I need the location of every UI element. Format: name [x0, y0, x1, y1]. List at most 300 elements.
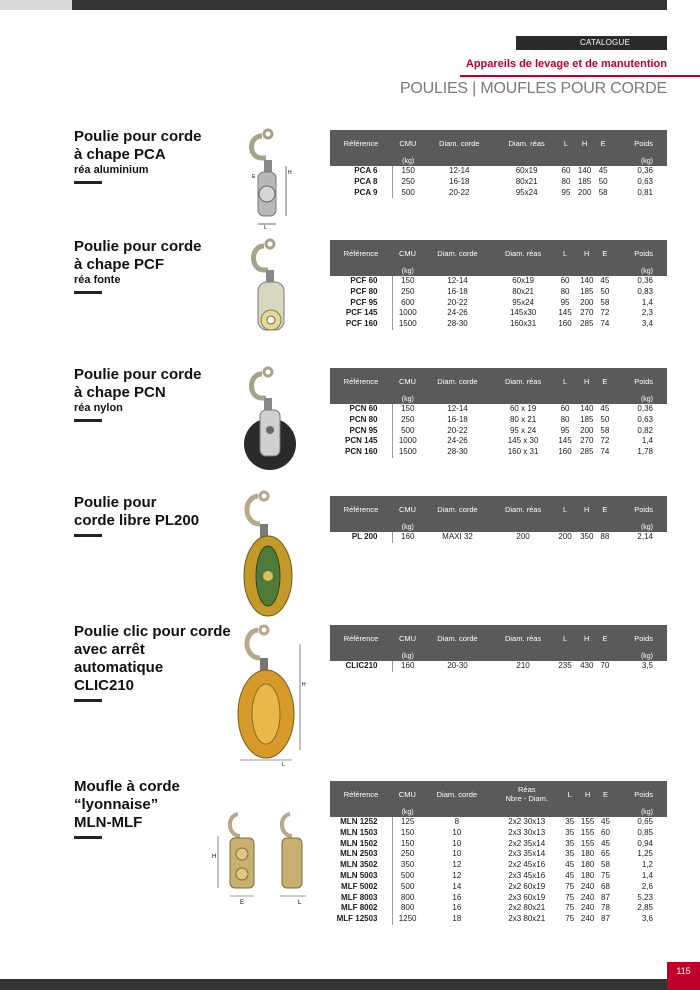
title-line: Poulie pour corde — [74, 366, 202, 383]
table-cell: 58 — [601, 860, 610, 870]
table-cell: 150 — [401, 166, 415, 175]
table-cell: 12 — [452, 860, 462, 870]
table-cell: 1,2 — [641, 860, 653, 870]
table-cell: 45 — [600, 276, 610, 285]
table-cell: PCF 160 — [330, 319, 392, 330]
title-line: Moufle à corde — [74, 778, 180, 795]
product-title-clic210 — [74, 623, 244, 702]
table-cell: 95 — [560, 425, 570, 435]
table-cell: PCN 80 — [330, 415, 392, 426]
col-poids: Poids — [613, 781, 667, 807]
col-poids: Poids — [611, 130, 667, 156]
table-row — [330, 308, 667, 319]
col-diam-corde: Diam. corde — [423, 781, 491, 807]
table-row — [330, 828, 667, 839]
table-row — [330, 447, 667, 458]
table-cell: 58 — [600, 425, 610, 435]
col-e: E — [598, 368, 612, 394]
col-e: E — [598, 625, 612, 651]
table-cell: 35 — [565, 827, 575, 837]
unit-label: (kg) — [392, 807, 423, 817]
table-row — [330, 188, 667, 199]
table-cell: 270 — [580, 436, 594, 446]
table-cell: 350 — [580, 532, 594, 541]
table-cell: 60 x 19 — [509, 404, 537, 413]
table-cell: PL 200 — [330, 532, 392, 543]
table-cell: 125 — [400, 817, 415, 826]
table-clic210 — [330, 625, 667, 672]
table-cell: 2x3 45x16 — [508, 870, 546, 880]
table-cell: 3,6 — [641, 914, 653, 924]
unit-label: (kg) — [392, 266, 423, 276]
col-e: E — [598, 496, 612, 522]
col-h: H — [576, 368, 598, 394]
table-cell: MLN 2503 — [330, 849, 392, 860]
table-cell: 10 — [452, 849, 462, 859]
col-h: H — [577, 781, 598, 807]
title-line: CLIC210 — [74, 677, 135, 694]
col-l: L — [559, 130, 574, 156]
table-cell: PCA 6 — [330, 166, 392, 177]
table-cell: 200 — [577, 187, 592, 197]
col-cmu: CMU — [392, 781, 423, 807]
table-cell: 1500 — [398, 447, 417, 457]
table-cell: 50 — [598, 176, 608, 186]
title-line: Poulie pour — [74, 494, 157, 511]
table-cell: 185 — [580, 286, 594, 296]
table-cell: 150 — [401, 276, 415, 285]
table-cell: 16 — [452, 892, 462, 902]
table-cell: 1,25 — [637, 849, 653, 859]
unit-label: (kg) — [392, 522, 423, 532]
table-cell: 240 — [580, 881, 595, 891]
table-cell: 250 — [401, 286, 415, 296]
table-cell: 35 — [565, 817, 575, 826]
section-title: POULIES | MOUFLES POUR CORDE — [399, 80, 667, 97]
table-cell: 12-14 — [447, 404, 468, 413]
rows-pl200 — [330, 532, 667, 543]
table-cell: 200 — [580, 297, 594, 307]
col-diam-corde: Diam. corde — [423, 368, 492, 394]
table-cell: 160 — [558, 447, 572, 457]
table-cell: PCF 145 — [330, 308, 392, 319]
pulley-pca-image — [240, 128, 300, 230]
table-row — [330, 415, 667, 426]
title-line: Poulie clic pour corde — [74, 623, 231, 640]
table-cell: 8 — [454, 817, 460, 826]
table-cell: 145 x 30 — [507, 436, 539, 446]
col-l: L — [554, 496, 576, 522]
dim-l-label: L — [264, 225, 267, 230]
table-cell: 58 — [600, 297, 610, 307]
table-cell: PCF 60 — [330, 276, 392, 287]
product-subtitle: réa fonte — [74, 274, 121, 286]
table-pl200 — [330, 496, 667, 543]
col-cmu: CMU — [392, 625, 423, 651]
col-h: H — [573, 130, 595, 156]
table-cell: 80 x 21 — [509, 414, 537, 424]
col-ref: Référence — [330, 625, 392, 651]
table-cell: 0,82 — [637, 425, 653, 435]
col-cmu: CMU — [392, 130, 424, 156]
unit-label: (kg) — [612, 394, 667, 404]
page-subtitle: Appareils de levage et de manutention — [465, 58, 667, 70]
title-line: à chape PCA — [74, 146, 166, 163]
table-cell: 145 — [558, 436, 572, 446]
table-cell: 150 — [401, 404, 415, 413]
unit-label: (kg) — [612, 266, 667, 276]
table-cell: 285 — [580, 319, 594, 329]
table-cell: 45 — [601, 817, 610, 826]
rows-pcf — [330, 276, 667, 330]
table-row — [330, 849, 667, 860]
table-cell: 2x3 60x19 — [508, 892, 546, 902]
title-rule — [74, 291, 102, 294]
table-cell: 250 — [401, 176, 415, 186]
table-cell: 2,6 — [641, 881, 653, 891]
table-cell: 80 — [560, 286, 570, 296]
table-cell: 80x21 — [512, 286, 534, 296]
table-cell: 160 — [401, 661, 415, 670]
table-cell: 60 — [601, 827, 610, 837]
table-cell: 45 — [601, 838, 610, 848]
title-line: à chape PCF — [74, 256, 165, 273]
table-cell: 95x24 — [512, 297, 534, 307]
table-row — [330, 817, 667, 828]
col-diam-corde: Diam. corde — [423, 240, 492, 266]
table-cell: 2x3 35x14 — [508, 849, 546, 859]
table-cell: 500 — [401, 187, 415, 197]
col-poids: Poids — [612, 368, 667, 394]
rows-mln-mlf — [330, 817, 667, 925]
table-cell: 200 — [580, 425, 594, 435]
table-cell: 16-18 — [447, 414, 468, 424]
col-diam-reas: Diam. réas — [495, 130, 559, 156]
table-cell: PCA 8 — [330, 177, 392, 188]
col-l: L — [563, 781, 577, 807]
table-cell: 185 — [577, 176, 592, 186]
col-e: E — [596, 130, 611, 156]
table-cell: 65 — [601, 849, 610, 859]
table-cell: PCN 145 — [330, 436, 392, 447]
table-cell: 60x19 — [515, 166, 538, 175]
accent-divider — [460, 75, 700, 77]
table-cell: 150 — [400, 838, 415, 848]
dim-l-label: L — [282, 762, 285, 768]
title-line: à chape PCN — [74, 384, 166, 401]
table-cell: 12-14 — [449, 166, 470, 175]
title-line: avec arrêt — [74, 641, 145, 658]
table-cell: 16 — [452, 903, 462, 913]
table-cell: 45 — [600, 404, 610, 413]
col-ref: Référence — [330, 781, 392, 807]
table-cell: 0,36 — [637, 166, 653, 175]
col-reas-line2: Nbre - Diam. — [505, 794, 548, 803]
product-subtitle: réa aluminium — [74, 164, 149, 176]
table-cell: 2x2 30x13 — [508, 817, 546, 826]
table-row — [330, 532, 667, 543]
col-diam-reas: Diam. réas — [492, 240, 554, 266]
table-cell: 35 — [565, 849, 575, 859]
table-cell: 87 — [601, 892, 610, 902]
table-cell: 0,94 — [637, 838, 653, 848]
table-row — [330, 436, 667, 447]
table-cell: 0,36 — [637, 276, 653, 285]
table-row — [330, 914, 667, 925]
table-cell: 140 — [580, 276, 594, 285]
table-cell: 20-22 — [447, 297, 468, 307]
table-row — [330, 177, 667, 188]
col-ref: Référence — [330, 496, 392, 522]
top-bar — [72, 0, 667, 10]
table-cell: 45 — [565, 860, 575, 870]
title-rule — [74, 699, 102, 702]
dim-l-label: L — [298, 900, 302, 906]
table-cell: 185 — [580, 414, 594, 424]
table-mln-mlf — [330, 781, 667, 925]
table-cell: 20-22 — [447, 425, 468, 435]
table-cell: 75 — [601, 870, 610, 880]
col-l: L — [554, 240, 576, 266]
unit-label: (kg) — [392, 156, 424, 166]
table-cell: MLN 1252 — [330, 817, 392, 828]
table-cell: MAXI 32 — [442, 532, 473, 541]
table-cell: PCN 95 — [330, 426, 392, 437]
unit-label: (kg) — [392, 651, 423, 661]
table-cell: 1500 — [398, 319, 417, 329]
table-cell: 600 — [401, 297, 415, 307]
table-cell: 95 x 24 — [509, 425, 537, 435]
table-cell: 10 — [452, 827, 462, 837]
table-cell: 16-18 — [447, 286, 468, 296]
table-cell: 28-30 — [447, 319, 468, 329]
table-row — [330, 882, 667, 893]
product-title-pcn — [74, 366, 244, 422]
table-cell: 2x2 80x21 — [508, 903, 546, 913]
table-cell: 200 — [558, 532, 572, 541]
table-cell: 1,4 — [641, 436, 653, 446]
table-cell: 145x30 — [509, 308, 537, 318]
table-row — [330, 871, 667, 882]
moufle-image — [210, 808, 322, 908]
table-cell: 1000 — [398, 436, 417, 446]
col-reas-line1: Réas — [517, 785, 536, 794]
table-cell: 250 — [400, 849, 415, 859]
table-row — [330, 661, 667, 672]
table-row — [330, 276, 667, 287]
table-row — [330, 860, 667, 871]
title-rule — [74, 419, 102, 422]
dim-e-label: E — [240, 900, 245, 906]
product-title-pl200 — [74, 494, 244, 537]
col-cmu: CMU — [392, 368, 423, 394]
title-rule — [74, 534, 102, 537]
col-e: E — [598, 781, 612, 807]
table-cell: 1,4 — [641, 297, 653, 307]
table-cell: 2,14 — [637, 532, 653, 541]
table-cell: 0,81 — [637, 187, 653, 197]
table-cell: 35 — [565, 838, 575, 848]
table-cell: 160 — [558, 319, 572, 329]
table-cell: 1000 — [398, 308, 417, 318]
table-pca — [330, 130, 667, 198]
table-cell: 60 — [560, 276, 570, 285]
table-cell: 45 — [598, 166, 608, 175]
table-cell: 285 — [580, 447, 594, 457]
table-cell: PCN 160 — [330, 447, 392, 458]
table-cell: 78 — [601, 903, 610, 913]
table-cell: 150 — [400, 827, 415, 837]
table-cell: 240 — [580, 903, 595, 913]
table-cell: MLF 8002 — [330, 903, 392, 914]
table-cell: 28-30 — [447, 447, 468, 457]
table-cell: 20-30 — [447, 661, 468, 670]
table-cell: 60 — [560, 404, 570, 413]
table-cell: 75 — [565, 914, 575, 924]
table-cell: 74 — [600, 447, 610, 457]
col-diam-reas: Diam. réas — [492, 625, 554, 651]
table-cell: MLF 8003 — [330, 893, 392, 904]
table-cell: 140 — [577, 166, 592, 175]
table-cell: 0,63 — [637, 176, 653, 186]
table-cell: 0,65 — [637, 817, 653, 826]
table-cell: 2x2 45x16 — [508, 860, 546, 870]
table-row — [330, 319, 667, 330]
unit-label: (kg) — [392, 394, 423, 404]
table-cell: 200 — [516, 532, 530, 541]
table-cell: 3,5 — [641, 661, 653, 670]
top-bar-left — [0, 0, 72, 10]
title-rule — [74, 181, 102, 184]
col-diam-corde: Diam. corde — [424, 130, 495, 156]
title-rule — [74, 836, 102, 839]
table-cell: 95 — [561, 187, 571, 197]
table-cell: 155 — [580, 817, 595, 826]
table-cell: 14 — [452, 881, 462, 891]
table-cell: 74 — [600, 319, 610, 329]
rows-pcn — [330, 404, 667, 458]
table-cell: 0,83 — [637, 286, 653, 296]
col-ref: Référence — [330, 240, 392, 266]
catalogue-badge: CATALOGUE — [516, 36, 667, 50]
table-cell: 68 — [601, 881, 610, 891]
col-h: H — [576, 496, 598, 522]
col-diam-reas: Diam. réas — [492, 368, 554, 394]
table-cell: MLF 5002 — [330, 882, 392, 893]
table-cell: 5,23 — [637, 892, 653, 902]
table-cell: 16-18 — [449, 176, 470, 186]
table-cell: 140 — [580, 404, 594, 413]
table-cell: 50 — [600, 414, 610, 424]
table-cell: 250 — [401, 414, 415, 424]
table-cell: 155 — [580, 827, 595, 837]
table-cell: MLN 5003 — [330, 871, 392, 882]
table-cell: 88 — [600, 532, 610, 541]
table-cell: 75 — [565, 892, 575, 902]
table-cell: 58 — [598, 187, 608, 197]
table-cell: 800 — [400, 892, 415, 902]
table-cell: 270 — [580, 308, 594, 318]
table-row — [330, 903, 667, 914]
table-cell: CLIC210 — [330, 661, 392, 672]
table-cell: 180 — [580, 860, 595, 870]
table-cell: 235 — [558, 661, 572, 670]
table-cell: 350 — [400, 860, 415, 870]
table-cell: 80 — [560, 414, 570, 424]
table-cell: 80 — [561, 176, 571, 186]
table-cell: 2x3 30x13 — [508, 827, 546, 837]
table-cell: 95x24 — [515, 187, 538, 197]
table-cell: 2,3 — [641, 308, 653, 318]
table-cell: 72 — [600, 308, 610, 318]
pulley-clic210-image — [230, 622, 310, 768]
dim-h-label: H — [288, 170, 292, 176]
table-row — [330, 839, 667, 850]
unit-label: (kg) — [613, 807, 667, 817]
col-e: E — [598, 240, 612, 266]
table-cell: 800 — [400, 903, 415, 913]
table-cell: 160x31 — [509, 319, 537, 329]
col-diam-corde: Diam. corde — [423, 625, 492, 651]
table-cell: 0,36 — [637, 404, 653, 413]
table-cell: 87 — [601, 914, 610, 924]
dim-h-label: H — [302, 682, 306, 688]
table-cell: 2x2 60x19 — [508, 881, 546, 891]
table-cell: 180 — [580, 870, 595, 880]
col-l: L — [554, 625, 576, 651]
table-cell: 45 — [565, 870, 575, 880]
col-diam-reas: Diam. réas — [492, 496, 554, 522]
table-cell: PCA 9 — [330, 188, 392, 199]
title-line: “lyonnaise” — [74, 796, 159, 813]
table-cell: PCF 80 — [330, 287, 392, 298]
table-cell: 2,85 — [637, 903, 653, 913]
table-cell: 3,4 — [641, 319, 653, 329]
table-cell: MLF 12503 — [330, 914, 392, 925]
table-row — [330, 404, 667, 415]
table-cell: MLN 3502 — [330, 860, 392, 871]
page-number: 115 — [667, 962, 700, 990]
table-cell: 60x19 — [512, 276, 534, 285]
table-cell: 210 — [516, 661, 530, 670]
table-cell: MLN 1502 — [330, 839, 392, 850]
table-cell: 155 — [580, 838, 595, 848]
table-cell: 160 x 31 — [507, 447, 539, 457]
unit-label: (kg) — [612, 522, 667, 532]
col-l: L — [554, 368, 576, 394]
table-cell: 75 — [565, 881, 575, 891]
table-cell: 500 — [400, 870, 415, 880]
col-diam-corde: Diam. corde — [423, 496, 492, 522]
table-row — [330, 166, 667, 177]
dim-h-label: H — [212, 854, 217, 860]
col-ref: Référence — [330, 368, 392, 394]
unit-label: (kg) — [611, 156, 667, 166]
title-line: Poulie pour corde — [74, 238, 202, 255]
table-cell: 2x3 80x21 — [508, 914, 546, 924]
table-cell: 12 — [452, 870, 462, 880]
table-cell: PCN 60 — [330, 404, 392, 415]
table-cell: 24-26 — [447, 436, 468, 446]
table-pcn — [330, 368, 667, 458]
table-cell: 430 — [580, 661, 594, 670]
table-cell: 2x2 35x14 — [508, 838, 546, 848]
dim-e-label: E — [252, 174, 256, 180]
table-cell: 10 — [452, 838, 462, 848]
table-cell: 240 — [580, 892, 595, 902]
table-cell: 72 — [600, 436, 610, 446]
product-title-pcf — [74, 238, 244, 294]
